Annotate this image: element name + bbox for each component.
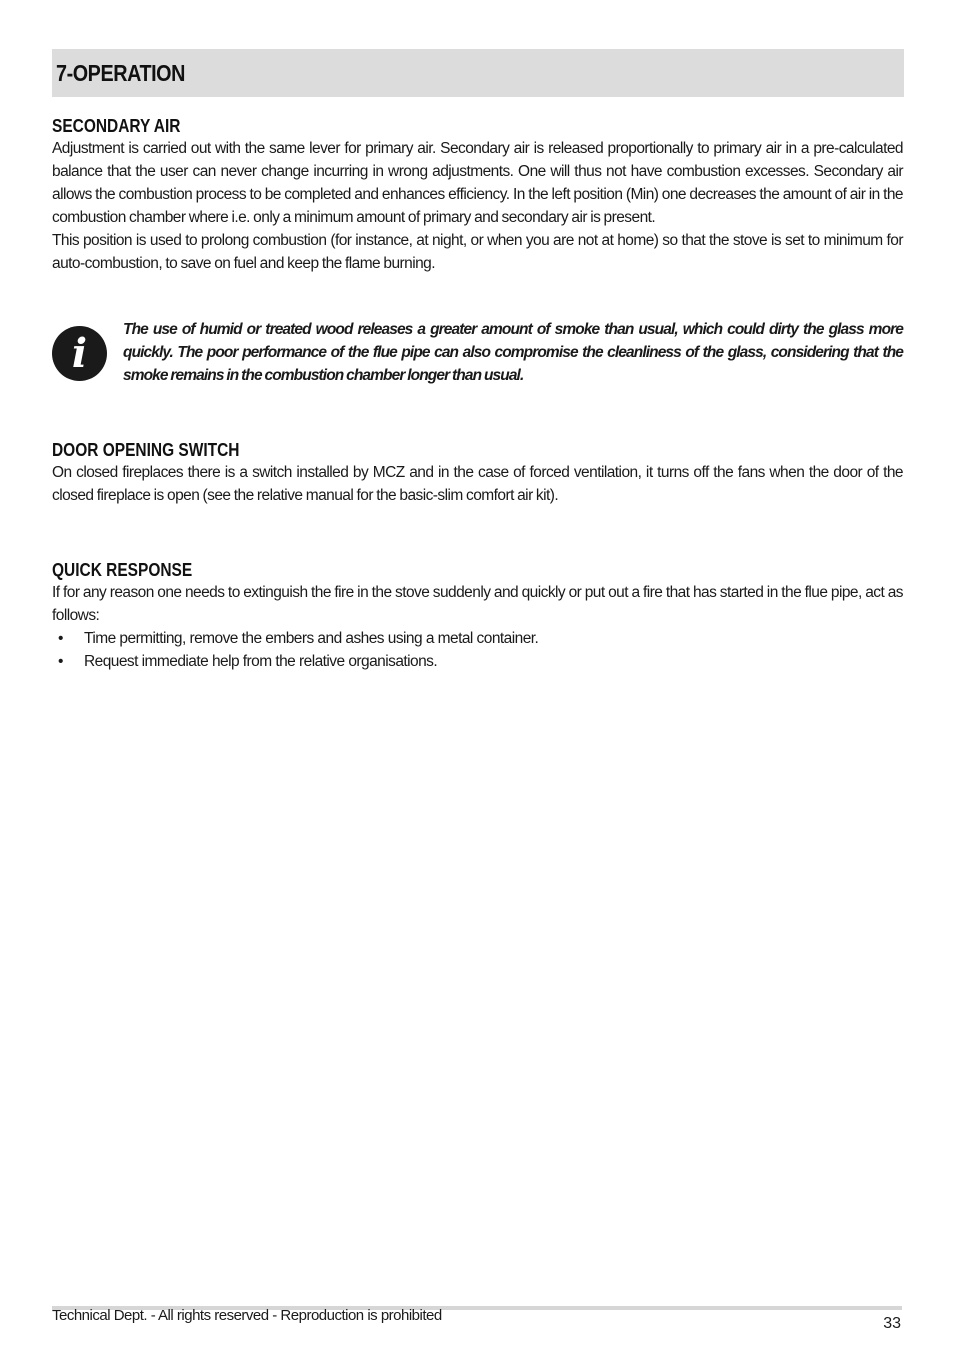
section-title: 7-OPERATION <box>56 59 185 86</box>
door-switch-heading: DOOR OPENING SWITCH <box>52 440 240 460</box>
secondary-air-paragraph-1: Adjustment is carried out with the same lever for primary air. Secondary air is released proportionally to primary air in a pre-calculated balance that the user can never change incurring in wrong adjustments. One will thus not have combustion excesses. Secondary air allows the combustion process to be completed and enhances efficiency. In the left position (Min) one decreases the amount of air in the combustion chamber where i.e. only a minimum amount of primary and secondary air is present. <box>52 140 903 226</box>
info-note-text: The use of humid or treated wood releases a greater amount of smoke than usual, which could dirty the glass more quickly. The poor performance of the flue pipe can also compromise the cleanliness of the glass, considering that the smoke remains in the combustion chamber longer than usual. <box>123 321 903 384</box>
bullet-icon: • <box>58 630 63 647</box>
quick-response-list <box>52 627 903 673</box>
info-note <box>52 318 903 390</box>
bullet-icon: • <box>58 653 63 670</box>
page-number: 33 <box>883 1315 901 1332</box>
section-header-bar <box>52 49 904 97</box>
list-item <box>52 627 903 650</box>
list-item-text: Time permitting, remove the embers and ashes using a metal container. <box>84 630 539 647</box>
footer-text: Technical Dept. - All rights reserved - Reproduction is prohibited <box>52 1307 442 1324</box>
list-item-text: Request immediate help from the relative organisations. <box>84 653 438 670</box>
quick-response-section <box>52 559 903 673</box>
secondary-air-heading: SECONDARY AIR <box>52 116 181 136</box>
door-switch-section <box>52 439 903 507</box>
secondary-air-paragraph-2: This position is used to prolong combustion (for instance, at night, or when you are not at home) so that the stove is set to minimum for auto-combustion, to save on fuel and keep the flame burning. <box>52 232 903 272</box>
quick-response-paragraph: If for any reason one needs to extinguish the fire in the stove suddenly and quickly or put out a fire that has started in the flue pipe, act as follows: <box>52 584 903 624</box>
list-item <box>52 650 903 673</box>
secondary-air-section <box>52 115 903 275</box>
quick-response-heading: QUICK RESPONSE <box>52 560 193 580</box>
door-switch-paragraph: On closed fireplaces there is a switch installed by MCZ and in the case of forced ventilation, it turns off the fans when the door of the closed fireplace is open (see the relative manual for the basic-slim comfort air kit). <box>52 464 903 504</box>
info-icon: i <box>52 326 107 381</box>
